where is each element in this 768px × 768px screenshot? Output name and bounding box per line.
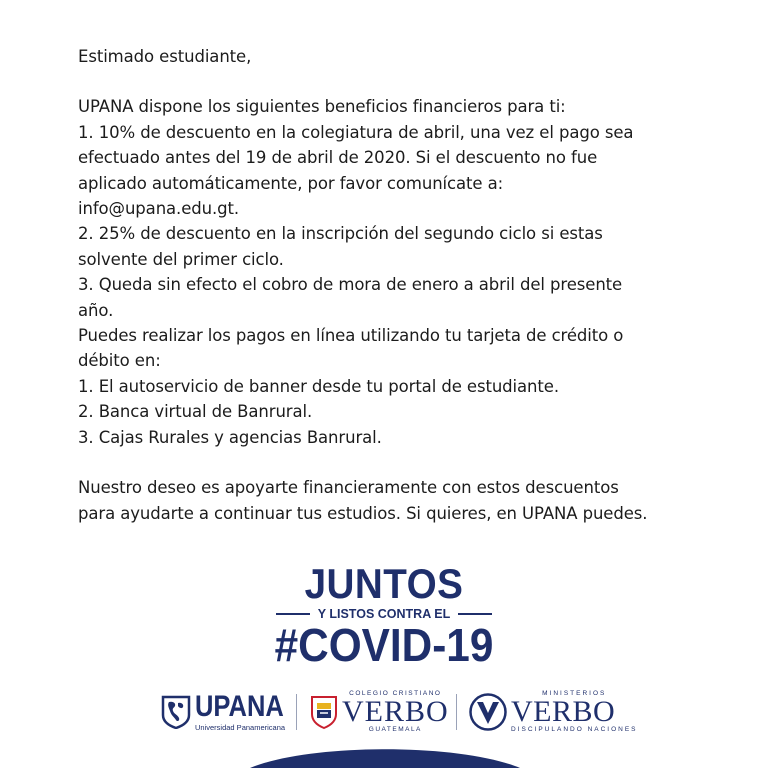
- closing-line: Nuestro deseo es apoyarte financieramente con estos descuentos: [78, 478, 619, 498]
- colegio-top-text: COLEGIO CRISTIANO: [349, 690, 442, 697]
- ministerios-bottom-text: DISCIPULANDO NACIONES: [511, 726, 638, 733]
- bottom-arc-decoration: [0, 735, 768, 768]
- divider: [296, 694, 297, 730]
- colegio-verbo-wordmark: VERBO: [342, 695, 449, 728]
- letter-line: 1. El autoservicio de banner desde tu portal de estudiante.: [78, 376, 559, 396]
- partner-logos: [0, 684, 768, 740]
- upana-subtitle: Universidad Panamericana: [195, 723, 286, 732]
- letter-line: 1. 10% de descuento en la colegiatura de abril, una vez el pago sea: [78, 122, 634, 142]
- email-text: info@upana.edu.gt.: [78, 199, 240, 219]
- covid-slogan: [0, 560, 768, 671]
- letter-line: 3. Queda sin efecto el cobro de mora de enero a abril del presente: [78, 275, 623, 295]
- ministerios-top-text: MINISTERIOS: [542, 690, 607, 697]
- slogan-line-2-text: Y LISTOS CONTRA EL: [317, 607, 451, 621]
- greeting: Estimado estudiante,: [78, 47, 252, 66]
- divider: [458, 613, 492, 615]
- ministerios-verbo-wordmark: VERBO: [511, 695, 616, 728]
- letter-line: Puedes realizar los pagos en línea utilizando tu tarjeta de crédito o: [78, 326, 624, 346]
- letter-line: año.: [78, 300, 114, 320]
- v-circle-icon: [469, 693, 507, 731]
- letter-line: 3. Cajas Rurales y agencias Banrural.: [78, 427, 382, 447]
- letter-line: 2. Banca virtual de Banrural.: [78, 402, 313, 422]
- upana-wordmark: UPANA: [195, 690, 284, 723]
- colegio-bottom-text: GUATEMALA: [368, 726, 422, 733]
- closing-line: para ayudarte a continuar tus estudios. Si quieres, en UPANA puedes.: [78, 503, 648, 523]
- colegio-verbo-logo: [310, 684, 449, 740]
- americas-shield-icon: [161, 695, 191, 729]
- divider: [456, 694, 457, 730]
- letter-line: UPANA dispone los siguientes beneficios financieros para ti:: [78, 97, 566, 117]
- letter-body: [78, 44, 718, 526]
- letter-line: solvente del primer ciclo.: [78, 249, 284, 269]
- ministerios-verbo-logo: [469, 684, 638, 740]
- letter-line: 2. 25% de descuento en la inscripción del segundo ciclo si estas: [78, 224, 603, 244]
- letter-line: aplicado automáticamente, por favor comunícate a:: [78, 173, 504, 193]
- divider: [276, 613, 310, 615]
- crest-shield-icon: [310, 694, 338, 730]
- slogan-line-1: JUNTOS: [304, 560, 464, 607]
- letter-line: débito en:: [78, 351, 161, 371]
- slogan-line-3: #COVID-19: [274, 619, 494, 671]
- letter-line: efectuado antes del 19 de abril de 2020. Si el descuento no fue: [78, 148, 598, 168]
- upana-logo: [161, 684, 299, 740]
